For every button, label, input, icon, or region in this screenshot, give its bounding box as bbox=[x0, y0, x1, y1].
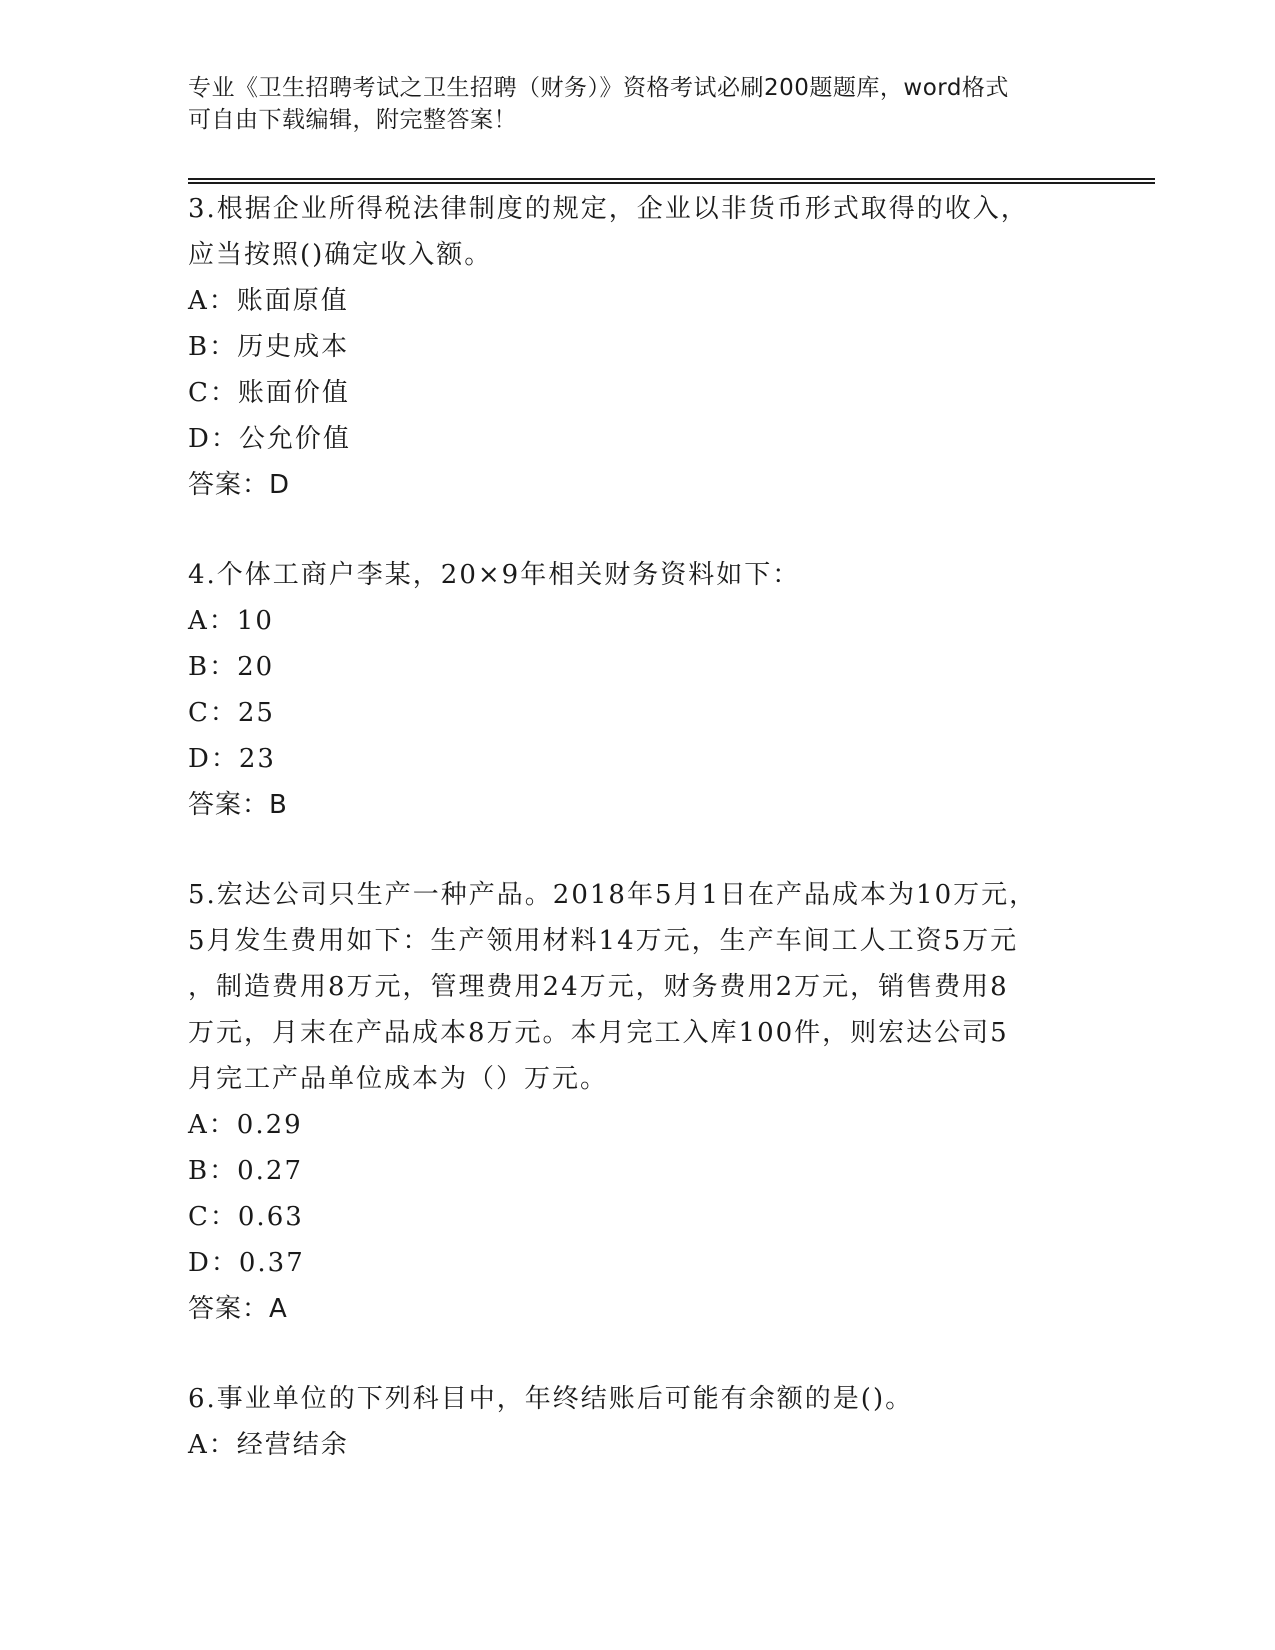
option-a: A：0.29 bbox=[188, 1110, 303, 1140]
option-c: C：账面价值 bbox=[188, 378, 350, 408]
question-spacer bbox=[188, 828, 1088, 872]
document-header bbox=[188, 72, 1068, 136]
option-d: D：公允价值 bbox=[188, 424, 351, 454]
question-6 bbox=[188, 1376, 1088, 1468]
question-3 bbox=[188, 186, 1088, 508]
option-a: A：账面原值 bbox=[188, 286, 349, 316]
header-line-2: 可自由下载编辑，附完整答案！ bbox=[188, 107, 517, 133]
question-stem-line: ，制造费用8万元，管理费用24万元，财务费用2万元，销售费用8 bbox=[188, 972, 1009, 1002]
question-list bbox=[188, 186, 1088, 1468]
question-stem-line: 5.宏达公司只生产一种产品。2018年5月1日在产品成本为10万元， bbox=[188, 880, 1038, 910]
option-a: A：经营结余 bbox=[188, 1430, 349, 1460]
question-stem-line: 万元，月末在产品成本8万元。本月完工入库100件，则宏达公司5 bbox=[188, 1018, 1009, 1048]
question-spacer bbox=[188, 1332, 1088, 1376]
header-double-rule bbox=[188, 178, 1155, 184]
question-spacer bbox=[188, 508, 1088, 552]
question-stem-line: 应当按照()确定收入额。 bbox=[188, 240, 493, 270]
option-d: D：23 bbox=[188, 744, 276, 774]
option-c: C：0.63 bbox=[188, 1202, 304, 1232]
question-stem-line: 4.个体工商户李某，20×9年相关财务资料如下： bbox=[188, 560, 801, 590]
option-b: B：历史成本 bbox=[188, 332, 350, 362]
answer-line: 答案：B bbox=[188, 790, 288, 820]
question-stem-line: 5月发生费用如下：生产领用材料14万元，生产车间工人工资5万元 bbox=[188, 926, 1019, 956]
question-stem-line: 月完工产品单位成本为（）万元。 bbox=[188, 1064, 609, 1094]
option-a: A：10 bbox=[188, 606, 274, 636]
question-stem-line: 3.根据企业所得税法律制度的规定，企业以非货币形式取得的收入， bbox=[188, 194, 1029, 224]
option-d: D：0.37 bbox=[188, 1248, 305, 1278]
header-line-1: 专业《卫生招聘考试之卫生招聘（财务）》资格考试必刷200题题库，word格式 bbox=[188, 75, 1009, 101]
answer-line: 答案：A bbox=[188, 1294, 288, 1324]
answer-line: 答案：D bbox=[188, 470, 291, 500]
question-5 bbox=[188, 872, 1088, 1332]
option-c: C：25 bbox=[188, 698, 275, 728]
question-4 bbox=[188, 552, 1088, 828]
option-b: B：0.27 bbox=[188, 1156, 303, 1186]
question-stem-line: 6.事业单位的下列科目中，年终结账后可能有余额的是()。 bbox=[188, 1384, 914, 1414]
option-b: B：20 bbox=[188, 652, 275, 682]
